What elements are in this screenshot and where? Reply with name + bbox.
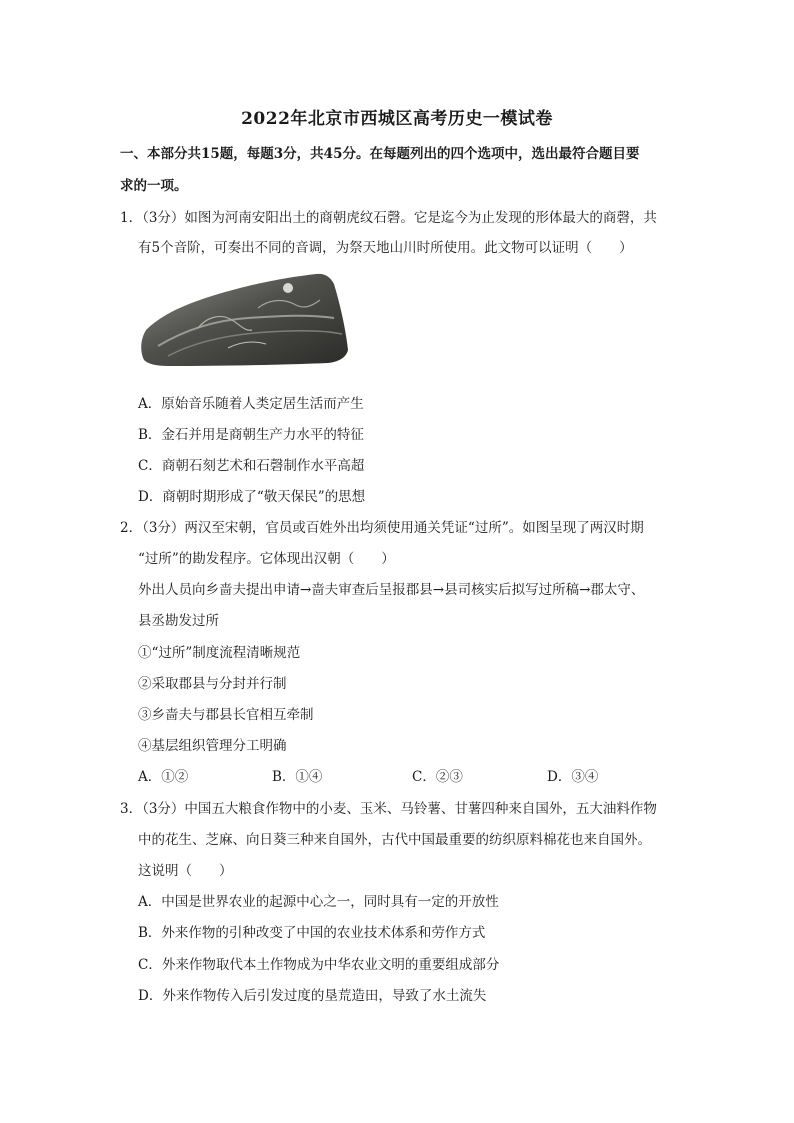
section-instruction-line-1: 一、本部分共15题，每题3分，共45分。在每题列出的四个选项中，选出最符合题目要 [120, 146, 640, 162]
q2-item-1: ①“过所”制度流程清晰规范 [138, 645, 301, 661]
q2-option-b: B．①④ [272, 769, 323, 785]
exam-title: 2022年北京市西城区高考历史一模试卷 [241, 109, 553, 129]
q2-item-2: ②采取郡县与分封并行制 [138, 676, 287, 692]
q1-option-a: A．原始音乐随着人类定居生活而产生 [138, 396, 364, 412]
q1-stem-line-2: 有5个音阶，可奏出不同的音调，为祭天地山川时所使用。此文物可以证明（ ） [138, 240, 633, 256]
q2-item-4: ④基层组织管理分工明确 [138, 738, 287, 754]
q1-option-c: C．商朝石刻艺术和石磬制作水平高超 [138, 458, 365, 474]
q3-option-c: C．外来作物取代本土作物成为中华农业文明的重要组成部分 [138, 957, 500, 973]
q2-option-a: A．①② [138, 769, 189, 785]
q2-option-c: C．②③ [412, 769, 463, 785]
q3-stem-line-1: 3．（3分）中国五大粮食作物中的小麦、玉米、马铃薯、甘薯四种来自国外，五大油料作物 [120, 801, 657, 817]
q3-option-a: A．中国是世界农业的起源中心之一，同时具有一定的开放性 [138, 894, 499, 910]
q3-option-d: D．外来作物传入后引发过度的垦荒造田，导致了水土流失 [138, 988, 487, 1004]
q1-option-d: D．商朝时期形成了“敬天保民”的思想 [138, 489, 366, 505]
q1-option-b: B．金石并用是商朝生产力水平的特征 [138, 427, 364, 443]
q2-option-d: D．③④ [547, 769, 599, 785]
q3-option-b: B．外来作物的引种改变了中国的农业技术体系和劳作方式 [138, 925, 486, 941]
q3-stem-line-2: 中的花生、芝麻、向日葵三种来自国外，古代中国最重要的纺织原料棉花也来自国外。 [138, 832, 651, 848]
q2-flow-line-1: 外出人员向乡啬夫提出申请→啬夫审查后呈报郡县→县司核实后拟写过所稿→郡太守、 [138, 582, 645, 598]
q1-stem-line-1: 1．（3分）如图为河南安阳出土的商朝虎纹石磬。它是迄今为止发现的形体最大的商磬，共 [120, 210, 657, 226]
q2-flow-line-2: 县丞勘发过所 [138, 613, 219, 629]
section-instruction-line-2: 求的一项。 [120, 178, 188, 194]
q3-stem-line-3: 这说明（ ） [138, 863, 233, 879]
q2-stem-line-2: “过所”的勘发程序。它体现出汉朝（ ） [138, 551, 395, 567]
q2-item-3: ③乡啬夫与郡县长官相互牵制 [138, 707, 314, 723]
q2-stem-line-1: 2．（3分）两汉至宋朝，官员或百姓外出均须使用通关凭证“过所”。如图呈现了两汉时期 [120, 520, 644, 536]
tiger-stone-chime-image [138, 268, 352, 372]
stone-chime-photo [138, 268, 352, 372]
